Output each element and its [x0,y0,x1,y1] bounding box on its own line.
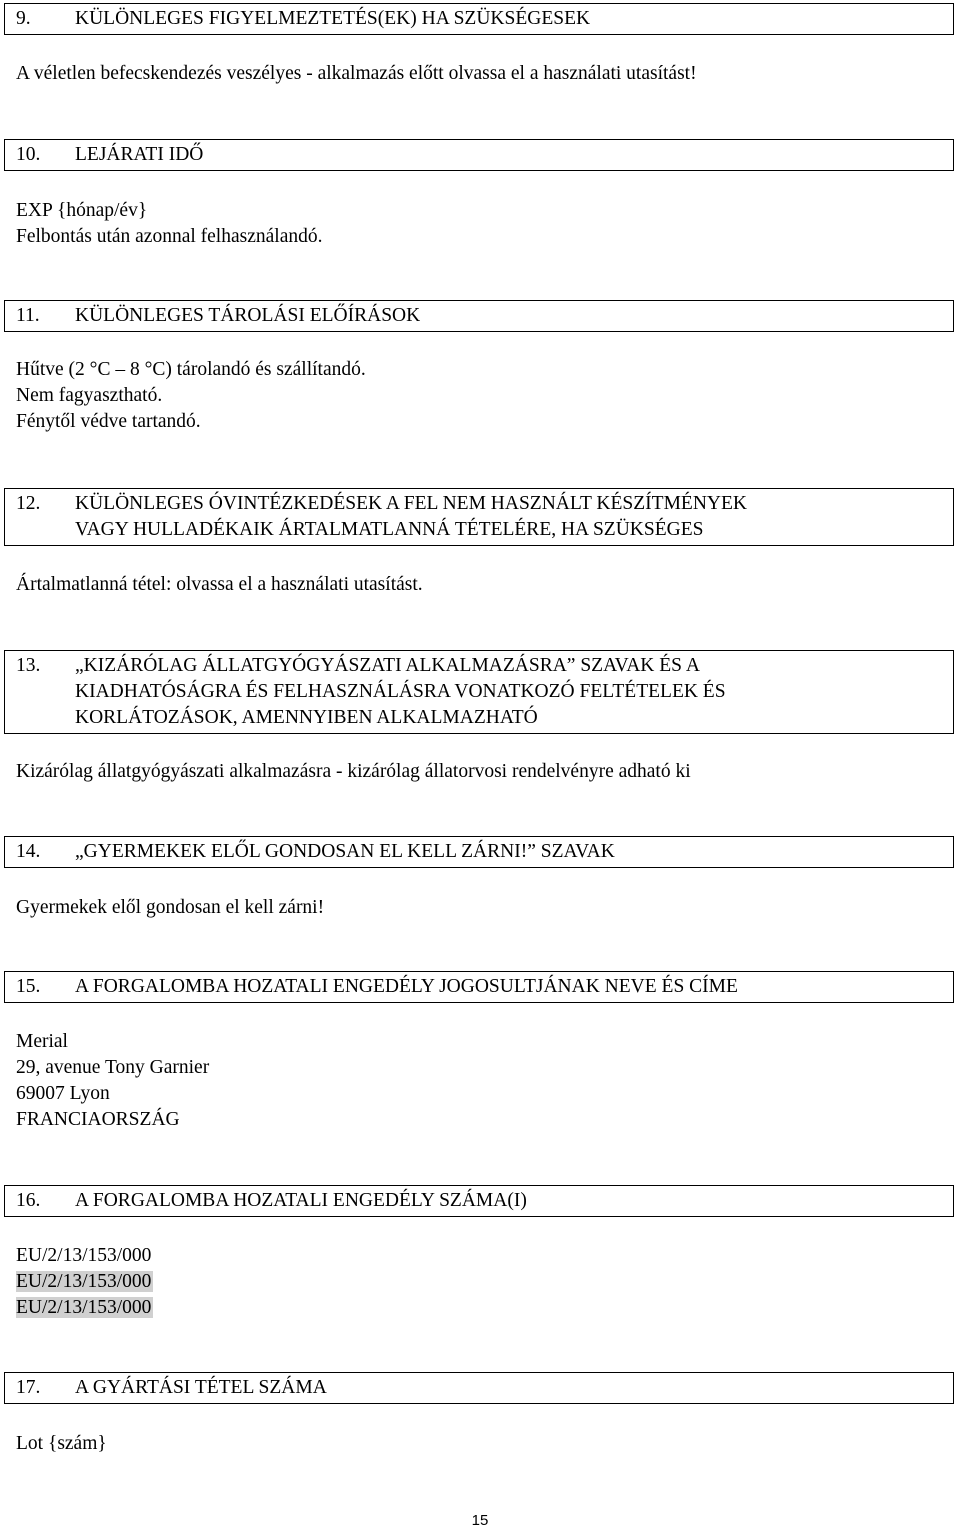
title-line: KORLÁTOZÁSOK, AMENNYIBEN ALKALMAZHATÓ [75,707,538,728]
section-title: KÜLÖNLEGES FIGYELMEZTETÉS(EK) HA SZÜKSÉGESEK [75,8,591,29]
holder-city: 69007 Lyon [16,1083,110,1104]
section-title: „GYERMEKEK ELŐL GONDOSAN EL KELL ZÁRNI!” SZAVAK [75,841,615,862]
lot-number: Lot {szám} [16,1433,107,1454]
section-11-text-3: Fénytől védve tartandó. [16,411,201,432]
section-9-header [4,3,954,35]
section-12-text: Ártalmatlanná tétel: olvassa el a használati utasítást. [16,574,423,595]
section-number: 13. [16,655,41,676]
section-number: 16. [16,1190,41,1211]
section-title: A FORGALOMBA HOZATALI ENGEDÉLY SZÁMA(I) [75,1190,527,1211]
section-11-header [4,300,954,332]
section-9-text: A véletlen befecskendezés veszélyes - alkalmazás előtt olvassa el a használati utasítást! [16,63,697,84]
highlighted-text: EU/2/13/153/000 [16,1297,152,1318]
section-title: KÜLÖNLEGES TÁROLÁSI ELŐÍRÁSOK [75,305,421,326]
section-title [75,491,953,543]
section-number: 10. [16,144,41,165]
section-16-header [4,1185,954,1217]
page-number: 15 [471,1512,489,1529]
section-13-header [4,650,954,734]
section-number: 12. [16,493,41,514]
section-14-header [4,836,954,868]
section-10-text-2: Felbontás után azonnal felhasználandó. [16,226,323,247]
holder-country: FRANCIAORSZÁG [16,1109,180,1130]
section-15-header [4,971,954,1003]
section-13-text: Kizárólag állatgyógyászati alkalmazásra - kizárólag állatorvosi rendelvényre adható ki [16,761,691,782]
section-title: A FORGALOMBA HOZATALI ENGEDÉLY JOGOSULTJÁNAK NEVE ÉS CÍME [75,976,738,997]
section-11-text-2: Nem fagyasztható. [16,385,163,406]
section-14-text: Gyermekek elől gondosan el kell zárni! [16,897,325,918]
holder-street: 29, avenue Tony Garnier [16,1057,210,1078]
section-17-header [4,1372,954,1404]
title-line: „KIZÁRÓLAG ÁLLATGYÓGYÁSZATI ALKALMAZÁSRA” SZAVAK ÉS A [75,655,700,676]
title-line: VAGY HULLADÉKAIK ÁRTALMATLANNÁ TÉTELÉRE, HA SZÜKSÉGES [75,519,704,540]
section-title: A GYÁRTÁSI TÉTEL SZÁMA [75,1377,327,1398]
section-number: 15. [16,976,41,997]
title-line: KIADHATÓSÁGRA ÉS FELHASZNÁLÁSRA VONATKOZÓ FELTÉTELEK ÉS [75,681,726,702]
section-title: LEJÁRATI IDŐ [75,144,204,165]
section-number: 11. [16,305,40,326]
auth-number-1: EU/2/13/153/000 [16,1245,152,1266]
auth-number-2 [16,1269,153,1295]
section-10-text-1: EXP {hónap/év} [16,200,148,221]
holder-name: Merial [16,1031,68,1052]
section-number: 14. [16,841,41,862]
section-12-header [4,488,954,546]
section-number: 9. [16,8,31,29]
section-number: 17. [16,1377,41,1398]
section-title [75,653,953,731]
section-10-header [4,139,954,171]
title-line: KÜLÖNLEGES ÓVINTÉZKEDÉSEK A FEL NEM HASZNÁLT KÉSZÍTMÉNYEK [75,493,747,514]
auth-number-3 [16,1295,153,1321]
section-11-text-1: Hűtve (2 °C – 8 °C) tárolandó és szállítandó. [16,359,366,380]
highlighted-text: EU/2/13/153/000 [16,1271,152,1292]
